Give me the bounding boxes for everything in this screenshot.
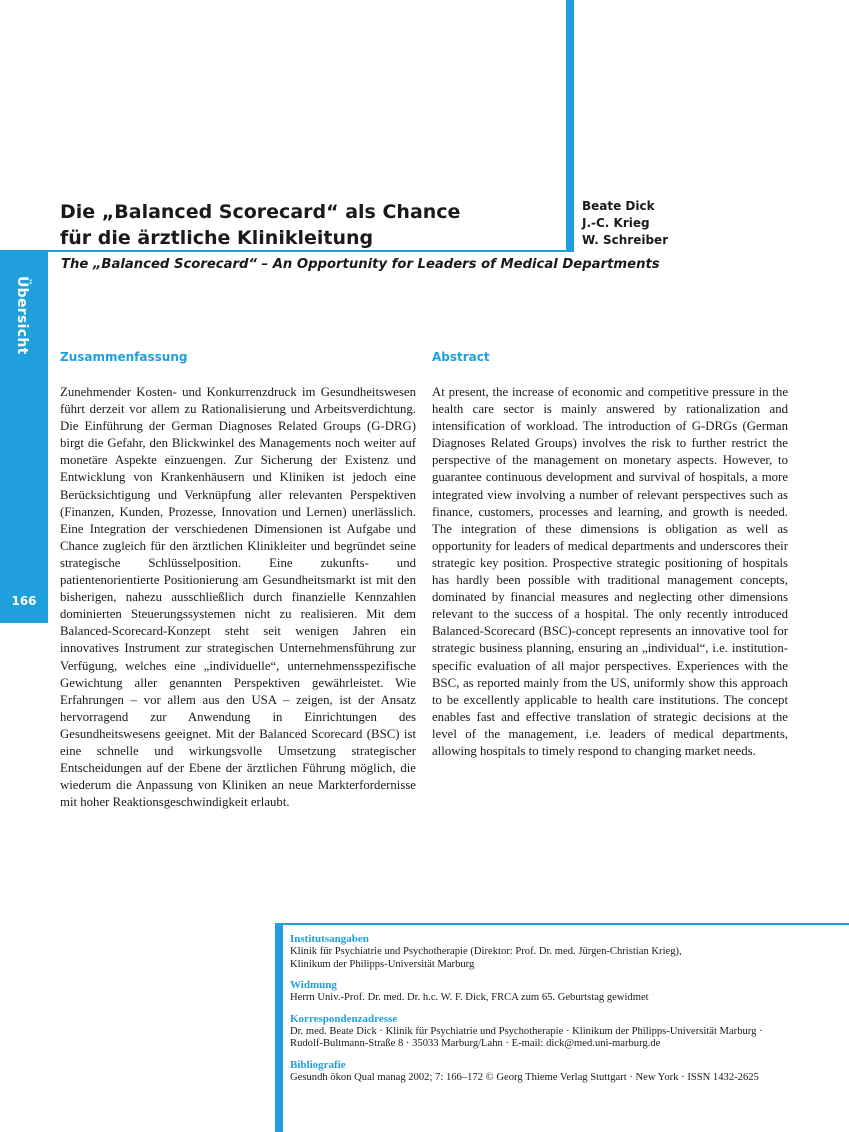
page-number: 166 bbox=[11, 594, 37, 608]
institution-block bbox=[290, 932, 840, 971]
institution-line: Klinik für Psychiatrie und Psychotherapie (Direktor: Prof. Dr. med. Jürgen-Christian Krieg), bbox=[290, 946, 682, 957]
info-box-top-rule bbox=[275, 923, 849, 925]
author-name: W. Schreiber bbox=[582, 233, 669, 247]
info-box-accent-bar bbox=[275, 923, 283, 1132]
institution-line: Klinikum der Philipps-Universität Marburg bbox=[290, 958, 475, 970]
bibliography-line: Gesundh ökon Qual manag 2002; 7: 166–172 © Georg Thieme Verlag Stuttgart · New York · ISSN 1432-2625 bbox=[290, 1071, 759, 1083]
article-title bbox=[60, 199, 560, 251]
correspondence-line: Rudolf-Bultmann-Straße 8 · 35033 Marburg/Lahn · E-mail: dick@med.uni-marburg.de bbox=[290, 1038, 661, 1050]
abstract-heading: Abstract bbox=[432, 350, 490, 364]
english-title: The „Balanced Scorecard“ – An Opportunity for Leaders of Medical Departments bbox=[61, 257, 660, 272]
bibliography-block bbox=[290, 1058, 840, 1085]
zusammenfassung-text: Zunehmender Kosten- und Konkurrenzdruck im Gesundheitswesen führt derzeit vor allem zu Rationalisierung und Arbeitsverdichtung. Die Einführung der German Diagnoses Related Groups (G-DRG) birgt die Gefahr, den Blickwinkel des Managements noch weiter auf monetäre Aspekte einzuengen. Zur Sicherung der Existenz und Entwicklung von Krankenhäusern und Kliniken ist jedoch eine Berücksichtigung und Verknüpfung aller relevanten Perspektiven (Finanzen, Kunden, Prozesse, Innovation und Lernen) unerlässlich. Eine Integration der verschiedenen Dimensionen ist Aufgabe und Chance zugleich für den ärztlichen Klinikleiter und begründet seine strategische Schlüsselposition. Eine zukunfts- und patientenorientierte Positionierung am Gesundheitsmarkt ist mit den bisherigen, nahezu ausschließlich durch finanzielle Kennzahlen dominierten Steuerungssystemen nicht zu realisieren. Mit dem Balanced-Scorecard-Konzept steht seit wenigen Jahren ein innovatives Instrument zur strategischen Unternehmensführung zur Verfügung, welches eine „individuelle“, unternehmensspezifische Gewichtung aller genannten Perspektiven gewährleistet. Wie Erfahrungen – vor allem aus den USA – zeigen, ist der Ansatz hervorragend zur Anwendung in Einrichtungen des Gesundheitswesens geeignet. Mit der Balanced Scorecard (BSC) ist eine schnelle und wirkungsvolle Umsetzung strategischer Entscheidungen auf der Ebene der ärztlichen Führung möglich, die wiederum die Anpassung von Kliniken an neue Markterfordernisse mit hoher Reaktionsgeschwindigkeit erlaubt. bbox=[60, 385, 416, 810]
top-accent-bar bbox=[566, 0, 574, 251]
author-name: J.-C. Krieg bbox=[582, 216, 650, 230]
author-name: Beate Dick bbox=[582, 199, 655, 213]
correspondence-heading: Korrespondenzadresse bbox=[290, 1012, 398, 1025]
dedication-block bbox=[290, 978, 840, 1005]
title-line-1: Die „Balanced Scorecard“ als Chance bbox=[60, 201, 461, 223]
dedication-heading: Widmung bbox=[290, 979, 337, 992]
correspondence-block bbox=[290, 1012, 840, 1051]
correspondence-line: Dr. med. Beate Dick · Klinik für Psychiatrie und Psychotherapie · Klinikum der Philipps-Universität Marburg · bbox=[290, 1025, 763, 1037]
dedication-line: Herrn Univ.-Prof. Dr. med. Dr. h.c. W. F. Dick, FRCA zum 65. Geburtstag gewidmet bbox=[290, 992, 649, 1004]
zusammenfassung-heading: Zusammenfassung bbox=[60, 350, 188, 364]
bibliography-heading: Bibliografie bbox=[290, 1058, 346, 1071]
article-info-box bbox=[290, 932, 840, 1092]
title-line-2: für die ärztliche Klinikleitung bbox=[60, 227, 374, 249]
institution-heading: Institutsangaben bbox=[290, 933, 369, 945]
abstract-text: At present, the increase of economic and competitive pressure in the health care sector is mainly answered by rationalization and intensification of workload. The introduction of G-DRGs (German Diagnoses Related Groups) involves the risk to further restrict the perspective of the management on monetary aspects. However, to guarantee continuous development and survival of hospitals, a more integrated view involving a number of relevant perspectives such as finance, customers, processes and learning, and growth is needed. The integration of these dimensions is obligation as well as opportunity for leaders of medical departments and underscores their strategic key position. Prospective strategic positioning of hospitals has hardly been possible with traditional management concepts, dominated by financial measures and neglecting other dimensions relevant to the success of a hospital. The only recently introduced Balanced-Scorecard (BSC)-concept represents an innovative tool for strategic business planning, ensuring an „individual“, i.e. institution-specific evaluation of all major perspectives. Experiences with the BSC, as reported mainly from the US, uniformly show this approach to be excellently applicable to health care institutions. The concept enables fast and effective translation of strategic decisions at the level of the management, i.e. leaders of medical departments, allowing hospitals to timely respond to changing market needs. bbox=[432, 385, 788, 758]
author-list bbox=[582, 198, 668, 249]
section-label: Übersicht bbox=[14, 276, 30, 355]
